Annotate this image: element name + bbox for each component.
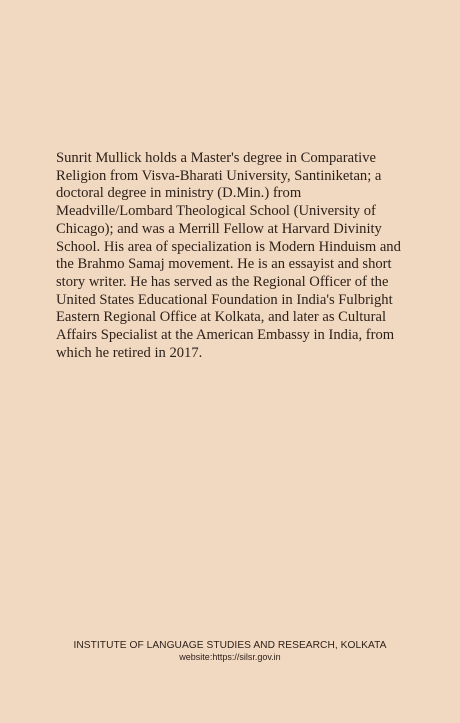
website-text: website:https://silsr.gov.in bbox=[179, 652, 281, 662]
institute-name: INSTITUTE OF LANGUAGE STUDIES AND RESEARCH, KOLKATA bbox=[73, 640, 387, 651]
bio-line: Meadville/Lombard Theological School (University of bbox=[56, 203, 376, 220]
bio-line: Religion from Visva-Bharati University, Santiniketan; a bbox=[56, 167, 382, 184]
bio-line: United States Educational Foundation in India's Fulbright bbox=[56, 291, 393, 308]
bio-line: doctoral degree in ministry (D.Min.) from bbox=[56, 185, 302, 202]
bio-line: Sunrit Mullick holds a Master's degree in Comparative bbox=[56, 150, 376, 166]
bio-line: story writer. He has served as the Regional Officer of the bbox=[56, 273, 389, 290]
bio-line: School. His area of specialization is Modern Hinduism and bbox=[56, 238, 401, 255]
bio-line: which he retired in 2017. bbox=[56, 344, 203, 361]
bio-line: Affairs Specialist at the American Embassy in India, from bbox=[56, 327, 395, 344]
publisher-footer bbox=[0, 640, 460, 663]
bio-line: the Brahmo Samaj movement. He is an essayist and short bbox=[56, 256, 392, 273]
bio-line: Eastern Regional Office at Kolkata, and later as Cultural bbox=[56, 309, 386, 326]
author-bio bbox=[56, 150, 406, 362]
bio-line: Chicago); and was a Merrill Fellow at Harvard Divinity bbox=[56, 220, 382, 237]
